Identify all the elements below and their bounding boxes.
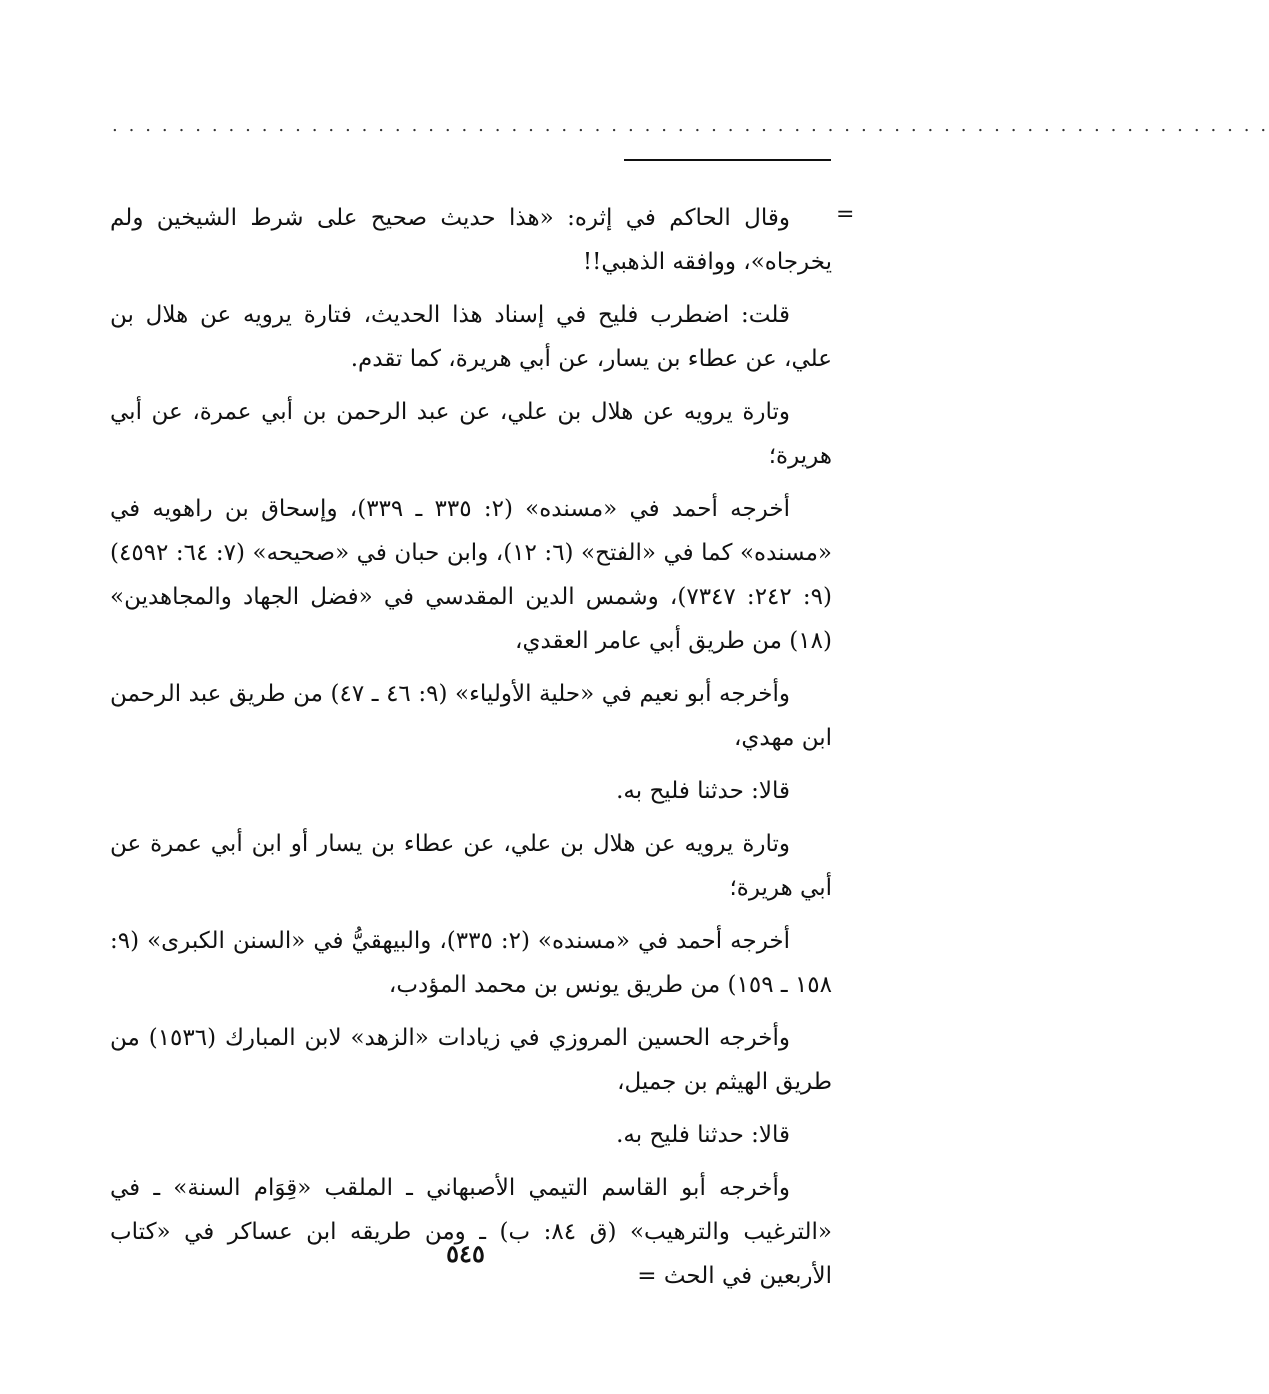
paragraph-4: أخرجه أحمد في «مسنده» (٢: ٣٣٥ ـ ٣٣٩)، وإسحاق بن راهويه في «مسنده» كما في «الفتح» (٦: ١٢)، وابن حبان في «صحيحه» (٧: ٦٤: ٤٥٩٢) (٩: ٢٤٢: ٧٣٤٧)، وشمس الدين المقدسي في «فضل الجهاد والمجاهدين» (١٨) من طريق أبي عامر العقدي، <box>110 496 833 654</box>
paragraph-2: قلت: اضطرب فليح في إسناد هذا الحديث، فتارة يرويه عن هلال بن علي، عن عطاء بن يسار، عن أبي هريرة، كما تقدم. <box>110 302 832 372</box>
footnote-body <box>110 196 832 1307</box>
footnote-rule <box>624 159 831 161</box>
continued-marker: = <box>836 202 855 227</box>
paragraph-3: وتارة يرويه عن هلال بن علي، عن عبد الرحمن بن أبي عمرة، عن أبي هريرة؛ <box>110 399 832 469</box>
paragraph-9: وأخرجه الحسين المروزي في زيادات «الزهد» لابن المبارك (١٥٣٦) من طريق الهيثم بن جميل، <box>110 1025 832 1095</box>
paragraph-7: وتارة يرويه عن هلال بن علي، عن عطاء بن يسار أو ابن أبي عمرة عن أبي هريرة؛ <box>110 831 832 901</box>
paragraph-5: وأخرجه أبو نعيم في «حلية الأولياء» (٩: ٤٦ ـ ٤٧) من طريق عبد الرحمن ابن مهدي، <box>110 681 832 751</box>
paragraph-1: وقال الحاكم في إثره: «هذا حديث صحيح على شرط الشيخين ولم يخرجاه»، ووافقه الذهبي!! <box>110 205 832 275</box>
paragraph-8: أخرجه أحمد في «مسنده» (٢: ٣٣٥)، والبيهقيُّ في «السنن الكبرى» (٩: ١٥٨ ـ ١٥٩) من طريق يونس بن محمد المؤدب، <box>110 928 832 998</box>
page-number: ٥٤٥ <box>446 1239 485 1268</box>
paragraph-6: قالا: حدثنا فليح به. <box>616 778 790 804</box>
paragraph-10: قالا: حدثنا فليح به. <box>616 1122 790 1148</box>
paragraph-11: وأخرجه أبو القاسم التيمي الأصبهاني ـ الملقب «قِوَام السنة» ـ في «الترغيب والترهيب» (ق ٨٤: ب) ـ ومن طريقه ابن عساكر في «كتاب الأربعين في الحث = <box>110 1175 832 1289</box>
dotted-separator: . . . . . . . . . . . . . . . . . . . . . . . . . . . . . . . . . . . . . . . . . . . . . . . . . . . . . . . . . . . . . . . . . . . . . . <box>112 115 1269 136</box>
